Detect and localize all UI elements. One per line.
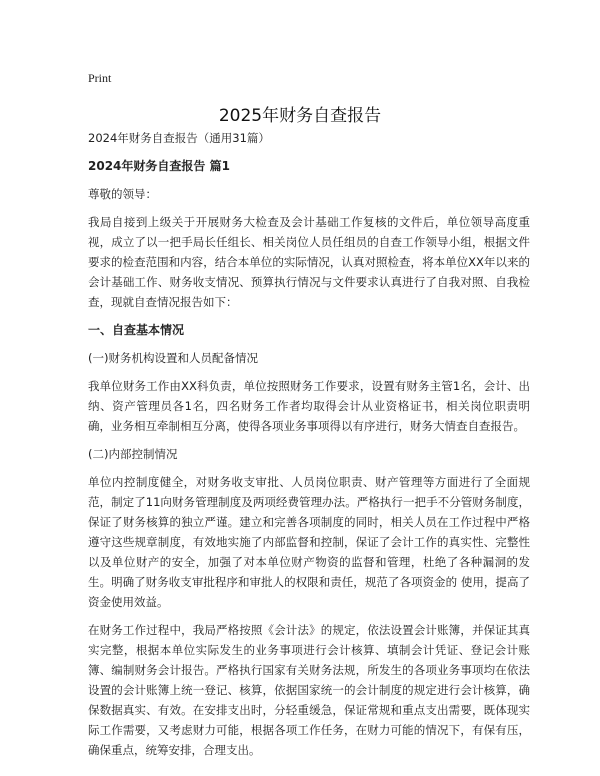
- sub2-paragraph-2: 在财务工作过程中，我局严格按照《会计法》的规定，依法设置会计账簿，并保证其真实完整，根据本单位实际发生的业务事项进行会计核算、填制会计凭证、登记会计账簿、编制财务会计报告。严格执行国家有关财务法规，所发生的各项业务事项均在依法设置的会计账簿上统一登记、核算，依据国家统一的会计制度的规定进行会计核算，确保数据真实、有效。在安排支出时，分轻重缓急，保证常规和重点支出需要，既体现实际工作需要，又考虑财力可能，根据各项工作任务，在财力可能的情况下，有保有压，确保重点，统筹安排，合理支出。: [88, 623, 530, 757]
- intro-paragraph: 我局自接到上级关于开展财务大检查及会计基础工作复核的文件后，单位领导高度重视，成立了以一把手局长任组长、相关岗位人员任组员的自查工作领导小组，根据文件要求的检查范围和内容，结合本单位的实际情况，认真对照检查，将本单位XX年以来的会计基础工作、财务收支情况、预算执行情况与文件要求认真进行了自我对照、自我检查，现就自查情况报告如下：: [88, 215, 530, 309]
- section-heading-1: 一、自查基本情况: [88, 323, 185, 337]
- document-title: 2025年财务自查报告: [218, 106, 382, 126]
- article-title: 2024年财务自查报告 篇1: [88, 159, 230, 173]
- document-body: [88, 128, 530, 768]
- sub1-paragraph: 我单位财务工作由XX科负责，单位按照财务工作要求，设置有财务主管1名，会计、出纳、资产管理员各1名，四名财务工作者均取得会计从业资格证书，相关岗位职责明确，业务相互牵制相互分离，使得各项业务事项得以有序进行，财务大情查自查报告。: [88, 379, 530, 433]
- print-link[interactable]: Print: [88, 71, 112, 85]
- document-subtitle: 2024年财务自查报告（通用31篇）: [88, 131, 270, 145]
- sub2-paragraph: 单位内控制度健全，对财务收支审批、人员岗位职责、财产管理等方面进行了全面规范，制定了11向财务管理制度及两项经费管理办法。严格执行一把手不分管财务制度，保证了财务核算的独立严谨。建立和完善各项制度的同时，相关人员在工作过程中严格遵守这些规章制度，有效地实施了内部监督和控制，保证了会计工作的真实性、完整性以及单位财产的安全，加强了对本单位财产物资的监督和管理，杜绝了各种漏洞的发生。明确了财务收支审批程序和审批人的权限和责任，规范了各项资金的 使用，提高了资金使用效益。: [88, 475, 530, 609]
- sub-heading-1: (一)财务机构设置和人员配备情况: [88, 351, 258, 365]
- greeting: 尊敬的领导：: [88, 187, 157, 201]
- sub-heading-2: (二)内部控制情况: [88, 447, 178, 461]
